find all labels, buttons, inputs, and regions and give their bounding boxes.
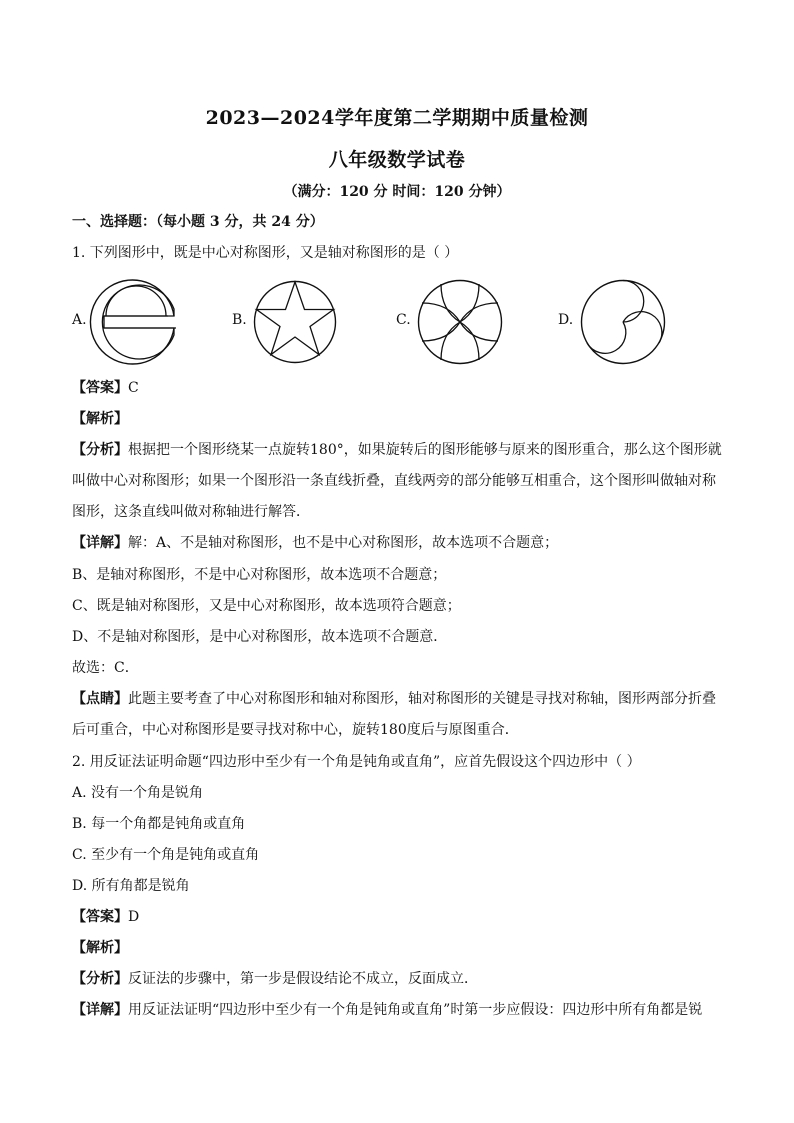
- star-in-circle-icon: [253, 280, 337, 364]
- q1-analysis-tag: 【解析】: [72, 411, 128, 427]
- q1-answer: 【答案】C: [72, 380, 139, 396]
- q1-dianjing-line-2: 后可重合，中心对称图形是要寻找对称中心，旋转180度后与原图重合．: [72, 722, 519, 738]
- exam-title: 2023—2024学年度第二学期期中质量检测: [205, 107, 589, 129]
- q1-fenxi-line-3: 图形，这条直线叫做对称轴进行解答．: [72, 504, 310, 520]
- four-petal-in-circle-icon: [417, 279, 503, 365]
- q2-option-a: A. 没有一个角是锐角: [72, 785, 204, 801]
- q2-answer: 【答案】D: [72, 909, 140, 925]
- q1-stem: 1. 下列图形中，既是中心对称图形，又是轴对称图形的是（ ）: [72, 245, 459, 261]
- q1-xiangjie-line-2: B、是轴对称图形，不是中心对称图形，故本选项不合题意；: [72, 567, 447, 583]
- q1-xiangjie-line-1: 【详解】解：A、不是轴对称图形，也不是中心对称图形，故本选项不合题意；: [72, 535, 559, 551]
- q2-stem: 2. 用反证法证明命题“四边形中至少有一个角是钝角或直角”，应首先假设这个四边形中（ ）: [72, 754, 641, 770]
- exam-subtitle: 八年级数学试卷: [328, 149, 466, 171]
- q1-option-b-label: B.: [232, 312, 247, 328]
- q2-option-d: D. 所有角都是锐角: [72, 878, 190, 894]
- q1-xiangjie-line-3: C、既是轴对称图形，又是中心对称图形，故本选项符合题意；: [72, 598, 461, 614]
- q1-fenxi-line-1: 【分析】根据把一个图形绕某一点旋转180°，如果旋转后的图形能够与原来的图形重合，那么这个图形就: [72, 442, 722, 458]
- e-symbol-in-circle-icon: [88, 279, 184, 367]
- q1-xiangjie-line-5: 故选：C．: [72, 660, 139, 676]
- exam-info: （满分：120 分 时间：120 分钟）: [283, 184, 511, 200]
- q2-xiangjie-line-1: 【详解】用反证法证明“四边形中至少有一个角是钝角或直角”时第一步应假设：四边形中所有角都是锐: [72, 1002, 703, 1018]
- q1-fenxi-line-2: 叫做中心对称图形；如果一个图形沿一条直线折叠，直线两旁的部分能够互相重合，这个图形叫做轴对称: [72, 473, 716, 489]
- three-arc-swirl-in-circle-icon: [580, 279, 666, 365]
- q1-dianjing-line-1: 【点睛】此题主要考查了中心对称图形和轴对称图形，轴对称图形的关键是寻找对称轴，图形两部分折叠: [72, 691, 716, 707]
- q1-xiangjie-line-4: D、不是轴对称图形，是中心对称图形，故本选项不合题意．: [72, 629, 448, 645]
- q2-option-c: C. 至少有一个角是钝角或直角: [72, 847, 260, 863]
- q1-option-c-label: C.: [396, 312, 411, 328]
- section-heading: 一、选择题：（每小题 3 分，共 24 分）: [72, 214, 324, 230]
- q1-option-d-label: D.: [558, 312, 574, 328]
- q1-option-a-label: A.: [72, 312, 87, 328]
- q2-analysis-tag: 【解析】: [72, 940, 128, 956]
- q2-fenxi-line-1: 【分析】反证法的步骤中，第一步是假设结论不成立，反面成立．: [72, 971, 478, 987]
- q2-option-b: B. 每一个角都是钝角或直角: [72, 816, 246, 832]
